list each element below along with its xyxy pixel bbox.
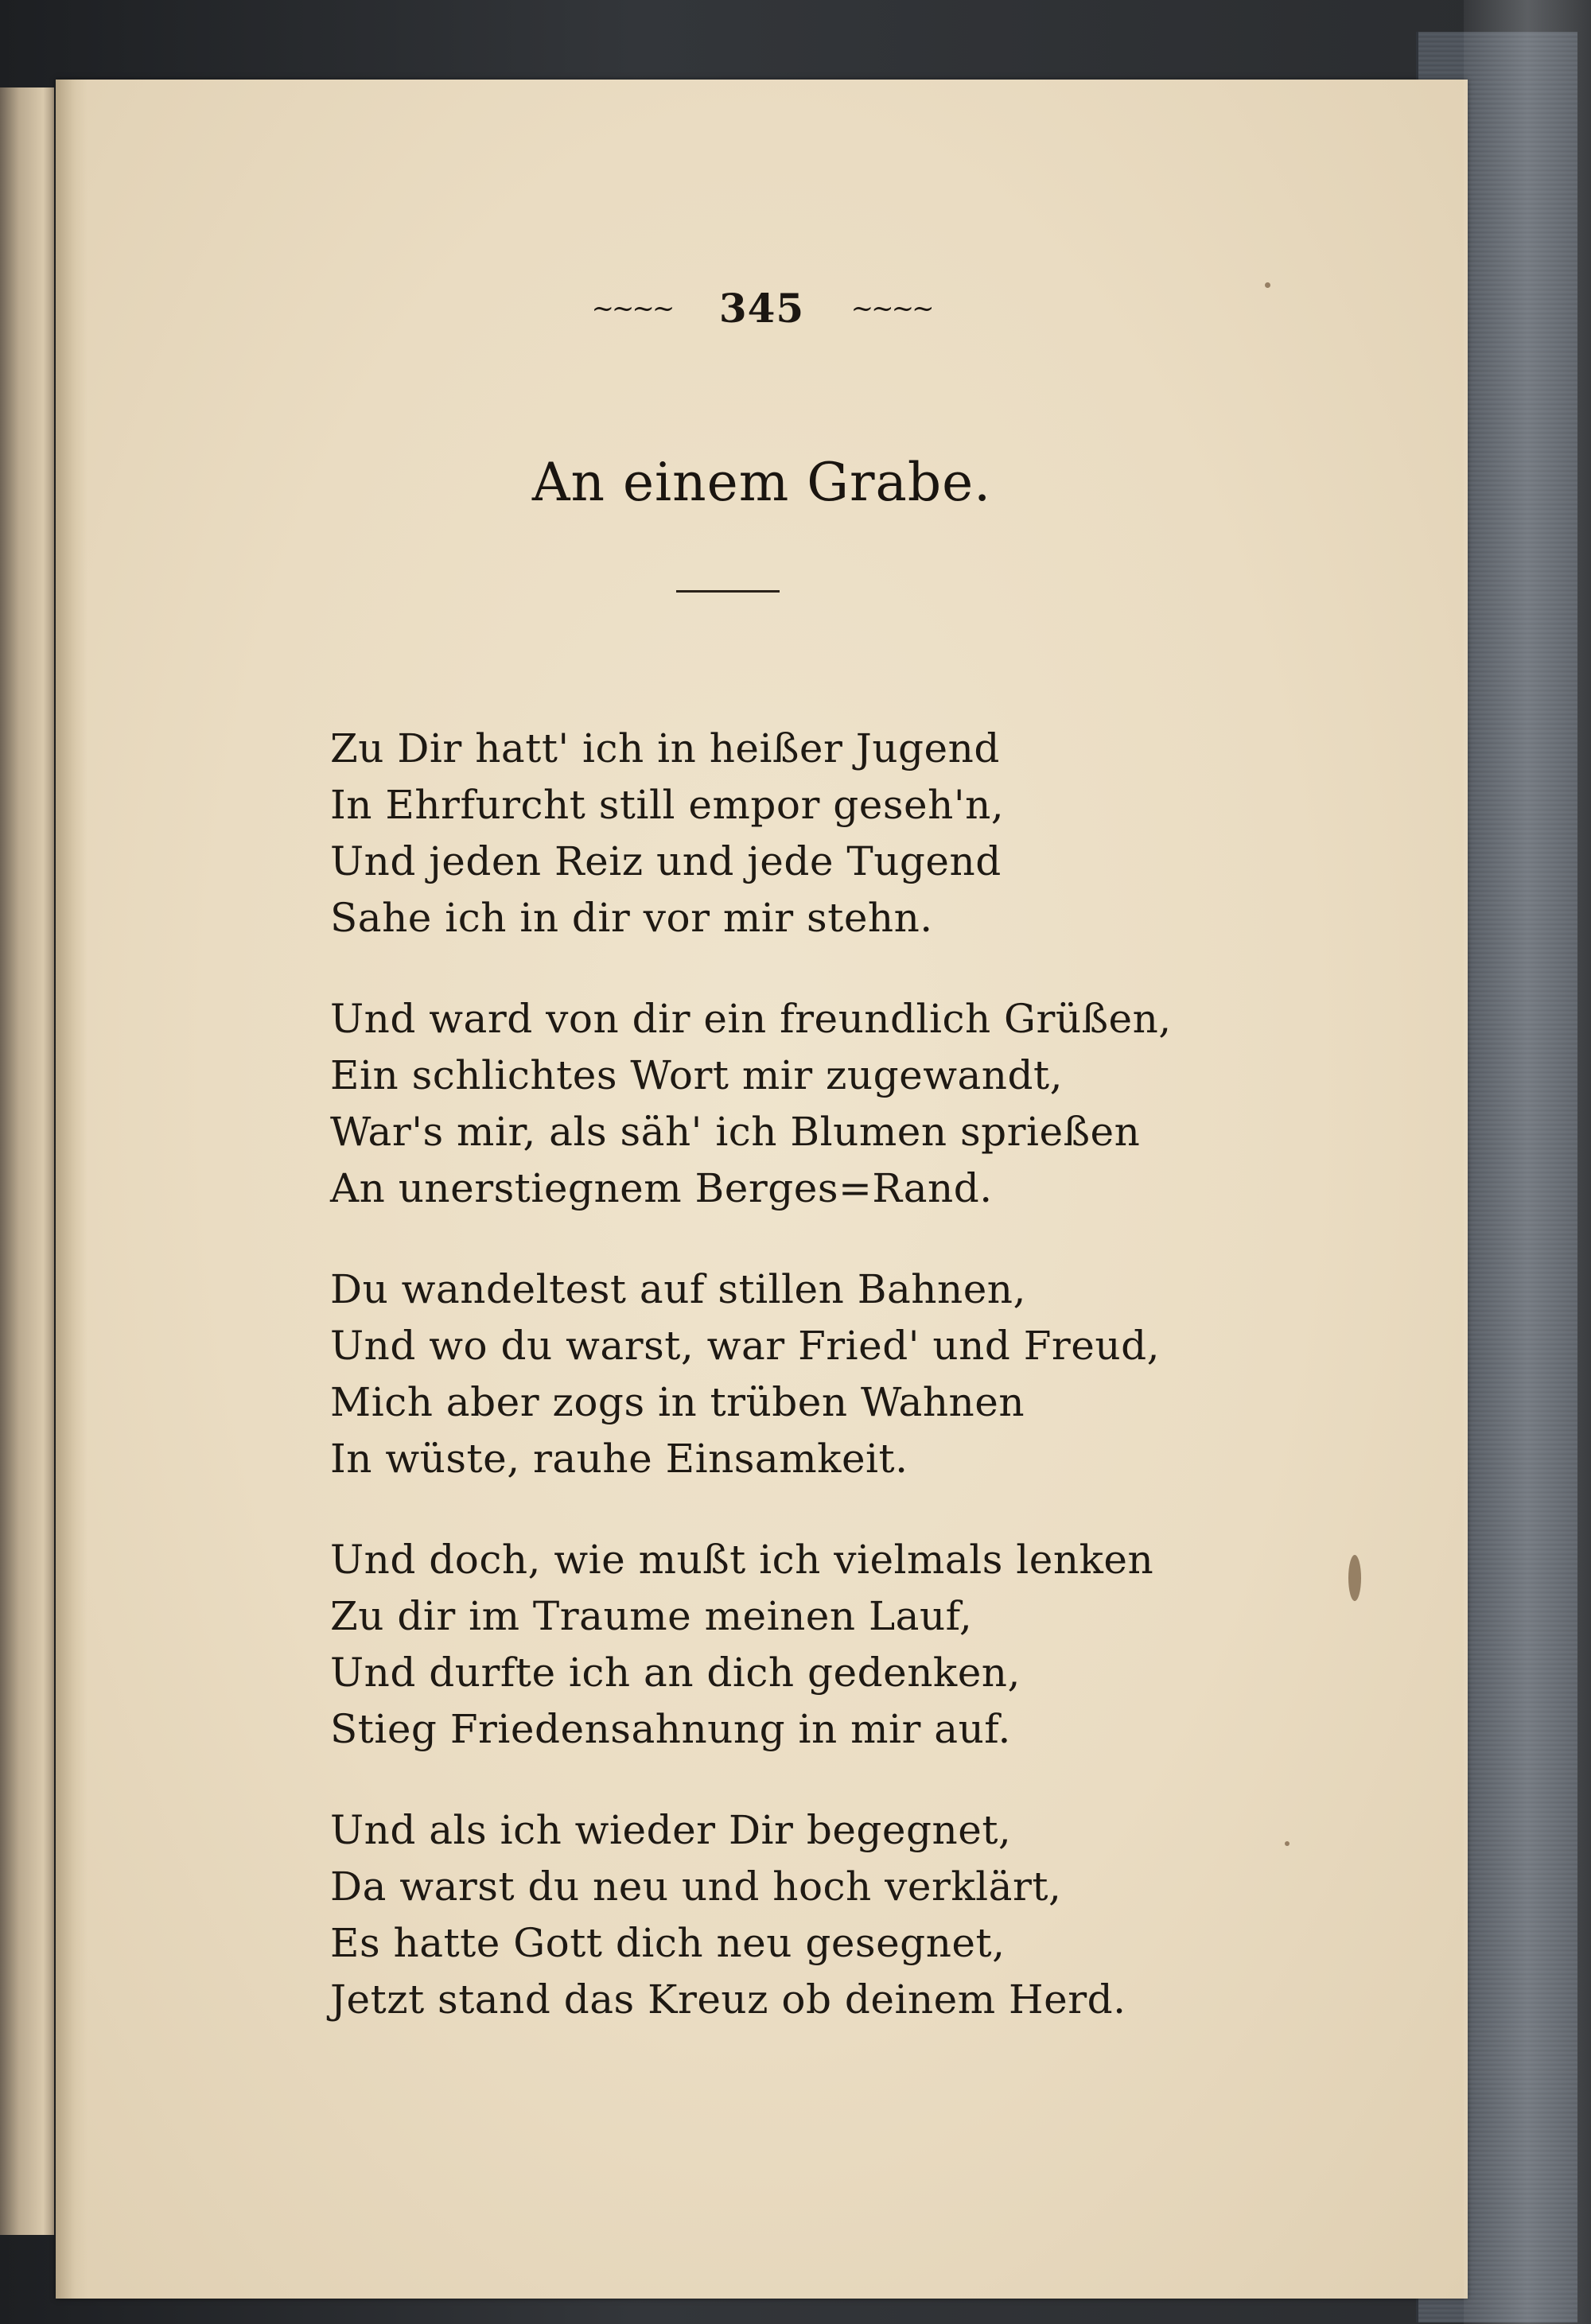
ornament-left: ~~~~ [591,293,673,325]
poem-line: Zu Dir hatt' ich in heißer Jugend [330,725,1000,771]
paper-speck [1285,1841,1290,1846]
poem-line: Zu dir im Traume meinen Lauf, [330,1593,973,1639]
paper-speck [1265,282,1270,288]
paper-stain [1348,1555,1361,1601]
stanza-4 [330,1532,1388,1802]
poem-line: Und ward von dir ein freundlich Grüßen, [330,996,1172,1042]
poem-line: Sahe ich in dir vor mir stehn. [330,895,933,941]
poem-line: Und durfte ich an dich gedenken, [330,1650,1021,1696]
stanza-2 [330,991,1388,1261]
plastic-sleeve [1464,0,1591,2324]
poem-line: Da warst du neu und hoch verklärt, [330,1863,1062,1910]
poem-line: Ein schlichtes Wort mir zugewandt, [330,1052,1064,1098]
poem-title: An einem Grabe. [531,452,992,513]
poem-line: Stieg Friedensahnung in mir auf. [330,1706,1011,1752]
poem-line: Mich aber zogs in trüben Wahnen [330,1379,1025,1425]
facing-page-edge [0,87,54,2235]
book-page [56,80,1468,2299]
stanza-1 [330,721,1388,991]
poem-line: Es hatte Gott dich neu gesegnet, [330,1920,1006,1966]
ornament-right: ~~~~ [850,293,932,325]
page-header [56,285,1468,332]
page-gutter [56,80,88,2299]
stanza-3 [330,1261,1388,1532]
poem-line: Du wandeltest auf stillen Bahnen, [330,1266,1026,1312]
poem-line: An unerstiegnem Berges=Rand. [330,1165,993,1211]
poem-body [330,721,1388,2073]
poem-line: War's mir, als säh' ich Blumen sprießen [330,1109,1141,1155]
poem-line: Jetzt stand das Kreuz ob deinem Herd. [330,1976,1126,2023]
poem-line: Und doch, wie mußt ich vielmals lenken [330,1537,1154,1583]
poem-line: In wüste, rauhe Einsamkeit. [330,1436,908,1482]
poem-line: Und wo du warst, war Fried' und Freud, [330,1323,1160,1369]
poem-line: Und als ich wieder Dir begegnet, [330,1807,1012,1853]
stanza-5 [330,1802,1388,2073]
page-number: 345 [718,285,805,332]
title-rule [676,590,780,593]
poem-line: In Ehrfurcht still empor geseh'n, [330,782,1005,828]
poem-line: Und jeden Reiz und jede Tugend [330,838,1002,884]
